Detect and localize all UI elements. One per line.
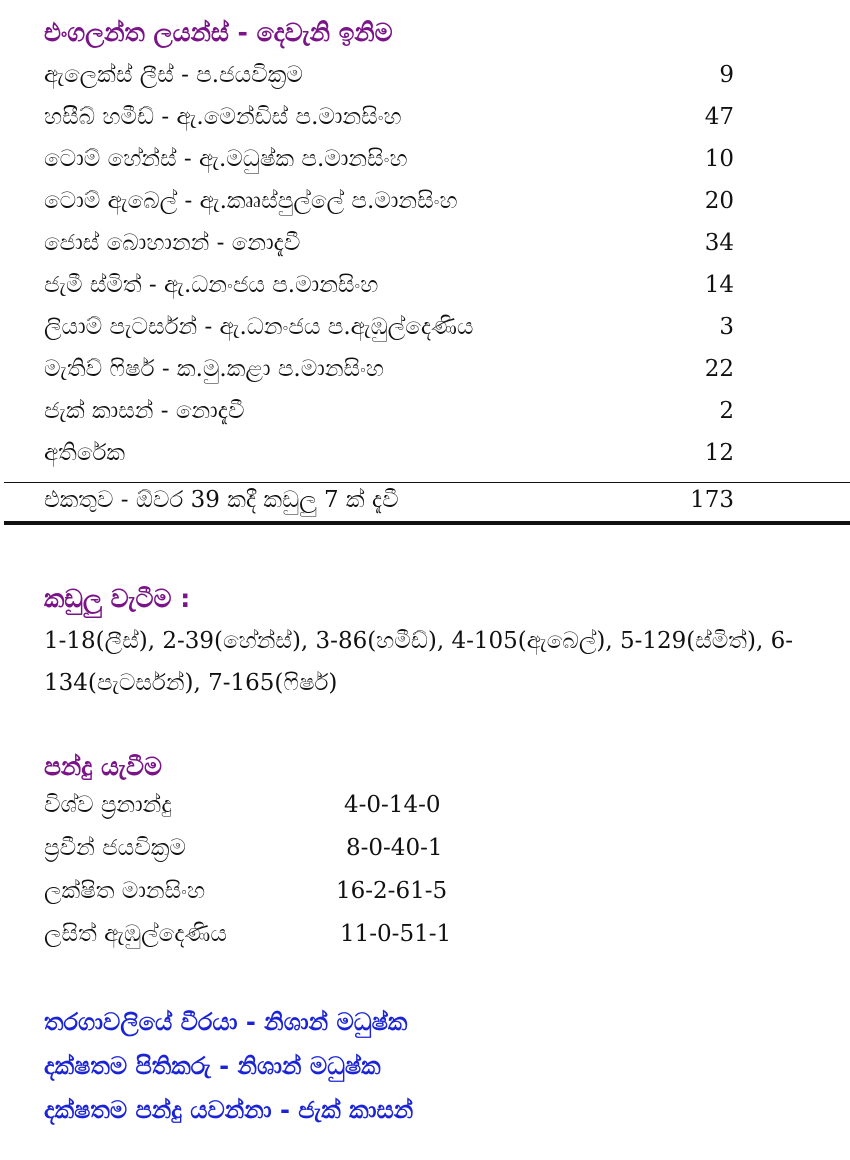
batting-row (44, 104, 734, 142)
extras-label: අතිරේක (44, 440, 126, 466)
total-label: එකතුව - ඕවර 39 කදී කඩුලු 7 ක් දැවී (44, 487, 399, 513)
bowler-figures: 4-0-14-0 (344, 792, 441, 818)
bowler-figures: 16-2-61-5 (336, 878, 448, 904)
batter-name: ටොම් ඇබෙල් - ඇ.කෲස්පුල්ලේ ප.මානසිංහ (44, 188, 458, 214)
batting-row (44, 146, 734, 184)
batter-runs: 3 (719, 314, 734, 340)
bowler-name: ලසිත් ඇඹුල්දෙණිය (44, 921, 227, 947)
batting-row (44, 314, 734, 352)
batter-name: ජැක් කාසන් - නොදැවී (44, 398, 245, 424)
extras-row (44, 440, 734, 478)
batting-row (44, 356, 734, 394)
fall-of-wickets-text: 1-18(ලීස්), 2-39(හේන්ස්), 3-86(හමීඩ්), 4-105(ඇබෙල්), 5-129(ස්මිත්), 6-134(පැටර්සන්), 7-165(ෆිෂර්) (44, 628, 793, 696)
batter-name: ඇලෙක්ස් ලීස් - ප.ජයවික්‍රම (44, 62, 303, 88)
fall-of-wickets-title: කඩුලු වැටීම : (44, 584, 191, 613)
bowling-title: පන්දු යැවීම (44, 752, 162, 781)
batter-runs: 34 (704, 230, 734, 256)
batting-row (44, 272, 734, 310)
award-best-batter: දක්ෂතම පිතිකරු - නිශාන් මධුෂ්ක (44, 1052, 381, 1080)
batter-runs: 2 (719, 398, 734, 424)
batter-runs: 14 (704, 272, 734, 298)
award-best-bowler: දක්ෂතම පන්දු යවන්නා - ජැක් කාසන් (44, 1096, 414, 1124)
bowler-figures: 8-0-40-1 (346, 835, 443, 861)
total-runs: 173 (690, 487, 734, 513)
batting-row (44, 62, 734, 100)
batter-runs: 47 (704, 104, 734, 130)
bowler-name: ලක්ෂිත මානසිංහ (44, 878, 206, 904)
batting-row (44, 230, 734, 268)
batter-runs: 9 (719, 62, 734, 88)
batter-name: ටොම් හේන්ස් - ඇ.මධුෂ්ක ප.මානසිංහ (44, 146, 408, 172)
section-divider (4, 521, 850, 525)
batting-title: එංගලන්ත ලයන්ස් - දෙවැනි ඉනිම (44, 18, 393, 47)
batter-name: හසීබ් හමීඩ් - ඇ.මෙන්ඩිස් ප.මානසිංහ (44, 104, 402, 130)
batter-name: ලියාම් පැටර්සන් - ඇ.ධනංජය ප.ඇඹුල්දෙණිය (44, 314, 474, 340)
bowler-figures: 11-0-51-1 (340, 921, 452, 947)
extras-runs: 12 (704, 440, 734, 466)
total-row (44, 487, 734, 525)
batter-runs: 20 (704, 188, 734, 214)
batter-name: මැතිව් ෆිෂර් - ක.මු.කළා ප.මානසිංහ (44, 356, 384, 382)
award-player-of-series: තරගාවලියේ වීරයා - නිශාන් මධුෂ්ක (44, 1008, 408, 1036)
bowler-name: ප්‍රවීන් ජයවික්‍රම (44, 835, 186, 861)
bowler-name: විශ්ව ප්‍රනාන්දු (44, 792, 172, 818)
batter-runs: 22 (704, 356, 734, 382)
batter-name: ජැමී ස්මිත් - ඇ.ධනංජය ප.මානසිංහ (44, 272, 379, 298)
batting-row (44, 188, 734, 226)
total-divider (4, 482, 850, 483)
batter-name: ජොස් බොහානන් - නොදැවී (44, 230, 301, 256)
batting-row (44, 398, 734, 436)
batter-runs: 10 (704, 146, 734, 172)
